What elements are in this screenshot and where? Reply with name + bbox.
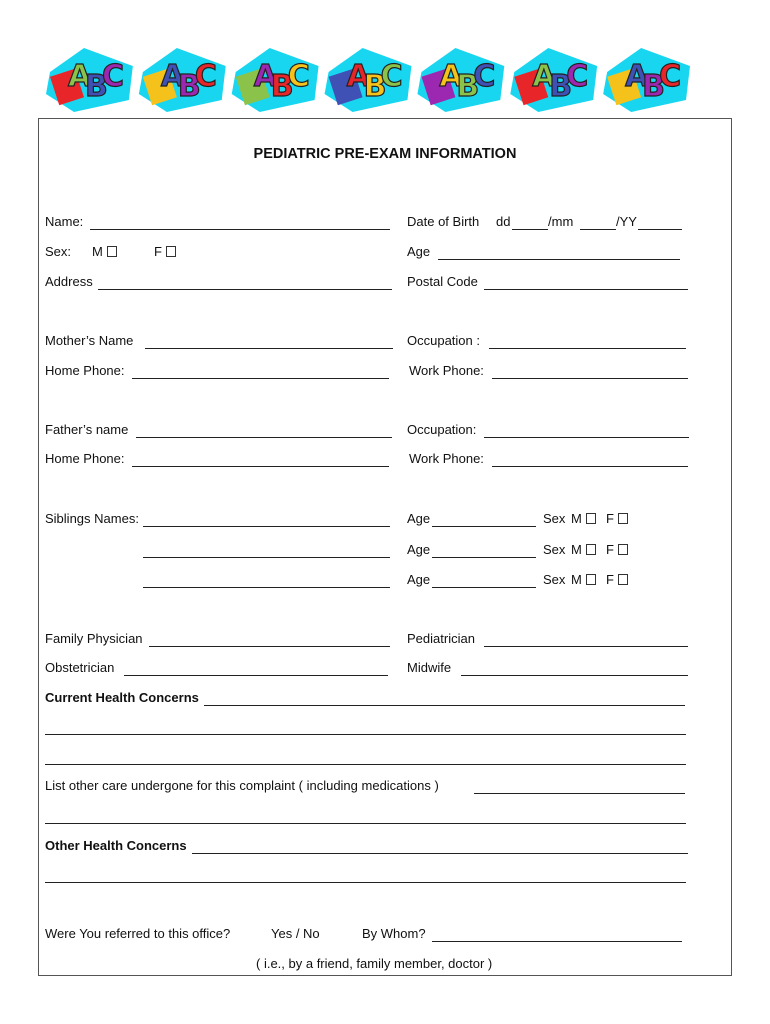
dob-yy-field[interactable] — [638, 229, 682, 230]
sex-f-checkbox[interactable] — [166, 246, 176, 257]
obstetrician-label: Obstetrician — [45, 660, 115, 675]
father-home-phone-field[interactable] — [132, 466, 389, 467]
mother-home-phone-label: Home Phone: — [45, 363, 125, 378]
sibling-2-f-label: F — [606, 542, 614, 557]
abc-tile-7 — [603, 48, 690, 112]
other-health-label: Other Health Concerns — [45, 838, 187, 853]
sibling-2-age-label: Age — [407, 542, 431, 557]
pediatrician-field[interactable] — [484, 646, 688, 647]
abc-tile-4 — [325, 48, 412, 112]
dob-label: Date of Birth — [407, 214, 480, 229]
address-label: Address — [45, 274, 93, 289]
father-work-phone-field[interactable] — [492, 466, 688, 467]
sibling-1-sex-label: Sex — [543, 511, 566, 526]
postal-code-label: Postal Code — [407, 274, 478, 289]
midwife-label: Midwife — [407, 660, 452, 675]
svg-text:B: B — [85, 69, 108, 104]
mother-occupation-field[interactable] — [489, 348, 686, 349]
sibling-2-name-field[interactable] — [143, 557, 390, 558]
father-occupation-label: Occupation: — [407, 422, 477, 437]
sibling-2-f-checkbox[interactable] — [618, 544, 628, 555]
other-care-field-1[interactable] — [474, 793, 685, 794]
sibling-3-sex-m[interactable] — [571, 572, 596, 587]
svg-text:A: A — [253, 59, 277, 94]
sibling-1-name-field[interactable] — [143, 526, 390, 527]
abc-tile-1 — [46, 48, 133, 112]
svg-text:B: B — [642, 69, 666, 104]
svg-text:A: A — [532, 59, 556, 94]
svg-text:B: B — [177, 69, 201, 104]
referred-yes-no-option[interactable]: Yes / No — [271, 926, 320, 941]
other-health-field-1[interactable] — [192, 853, 688, 854]
sibling-3-f-label: F — [606, 572, 614, 587]
name-label: Name: — [45, 214, 84, 229]
abc-tile-3 — [232, 48, 319, 112]
siblings-label: Siblings Names: — [45, 511, 139, 526]
sibling-1-sex-m[interactable] — [571, 511, 596, 526]
sibling-2-m-checkbox[interactable] — [586, 544, 596, 555]
pediatrician-label: Pediatrician — [407, 631, 475, 646]
sibling-2-age-field[interactable] — [432, 557, 536, 558]
father-work-phone-label: Work Phone: — [409, 451, 484, 466]
referral-examples-note: ( i.e., by a friend, family member, doctor ) — [256, 956, 493, 971]
dob-yy-label: /YY — [616, 214, 637, 229]
name-field[interactable] — [90, 229, 390, 230]
sibling-3-m-label: M — [571, 572, 582, 587]
sibling-1-m-checkbox[interactable] — [586, 513, 596, 524]
abc-tile-6 — [510, 48, 597, 112]
sibling-3-name-field[interactable] — [143, 587, 390, 588]
sibling-3-sex-label: Sex — [543, 572, 566, 587]
mother-work-phone-label: Work Phone: — [409, 363, 484, 378]
referred-label: Were You referred to this office? — [45, 926, 231, 941]
address-field[interactable] — [98, 289, 392, 290]
svg-text:C: C — [566, 59, 589, 94]
svg-text:A: A — [68, 59, 92, 94]
sibling-3-age-label: Age — [407, 572, 431, 587]
sibling-2-sex-label: Sex — [543, 542, 566, 557]
svg-text:C: C — [380, 59, 403, 94]
sibling-3-f-checkbox[interactable] — [618, 574, 628, 585]
by-whom-label: By Whom? — [362, 926, 426, 941]
mother-name-field[interactable] — [145, 348, 393, 349]
abc-tile-5 — [417, 48, 504, 112]
svg-text:B: B — [363, 69, 387, 104]
sibling-3-age-field[interactable] — [432, 587, 536, 588]
father-name-label: Father’s name — [45, 422, 129, 437]
father-name-field[interactable] — [136, 437, 392, 438]
sibling-1-f-checkbox[interactable] — [618, 513, 628, 524]
sibling-1-age-field[interactable] — [432, 526, 536, 527]
sibling-2-sex-f[interactable] — [606, 542, 628, 557]
midwife-field[interactable] — [461, 675, 688, 676]
sibling-3-sex-f[interactable] — [606, 572, 628, 587]
sibling-2-sex-m[interactable] — [571, 542, 596, 557]
sibling-1-age-label: Age — [407, 511, 431, 526]
other-health-field-2[interactable] — [45, 882, 686, 883]
dob-mm-field[interactable] — [580, 229, 616, 230]
svg-text:A: A — [439, 59, 463, 94]
mother-home-phone-field[interactable] — [132, 378, 389, 379]
dob-dd-label: dd — [496, 214, 511, 229]
svg-text:A: A — [160, 59, 185, 94]
father-occupation-field[interactable] — [484, 437, 689, 438]
father-home-phone-label: Home Phone: — [45, 451, 125, 466]
svg-text:B: B — [456, 69, 480, 104]
sibling-1-sex-f[interactable] — [606, 511, 628, 526]
svg-text:C: C — [473, 59, 496, 94]
svg-text:C: C — [659, 59, 682, 94]
svg-text:C: C — [102, 59, 125, 94]
other-care-field-2[interactable] — [45, 823, 686, 824]
svg-text:B: B — [270, 69, 294, 104]
age-label: Age — [407, 244, 431, 259]
postal-code-field[interactable] — [484, 289, 688, 290]
current-health-label: Current Health Concerns — [45, 690, 199, 705]
mother-work-phone-field[interactable] — [492, 378, 688, 379]
sibling-3-m-checkbox[interactable] — [586, 574, 596, 585]
sibling-1-m-label: M — [571, 511, 582, 526]
age-field[interactable] — [438, 259, 680, 260]
sex-f-label: F — [154, 244, 162, 259]
family-physician-field[interactable] — [149, 646, 390, 647]
form-title: PEDIATRIC PRE-EXAM INFORMATION — [253, 146, 517, 162]
mother-occupation-label: Occupation : — [407, 333, 480, 348]
mother-name-label: Mother’s Name — [45, 333, 134, 348]
current-health-field-1[interactable] — [204, 705, 685, 706]
family-physician-label: Family Physician — [45, 631, 143, 646]
other-care-label: List other care undergone for this complaint ( including medications ) — [45, 778, 439, 793]
abc-tile-2 — [139, 48, 226, 112]
dob-mm-label: /mm — [548, 214, 574, 229]
sex-m-option[interactable] — [92, 244, 117, 259]
current-health-field-3[interactable] — [45, 764, 686, 765]
sex-f-option[interactable] — [154, 244, 176, 259]
dob-dd-field[interactable] — [512, 229, 548, 230]
obstetrician-field[interactable] — [124, 675, 388, 676]
sex-label: Sex: — [45, 244, 72, 259]
svg-text:C: C — [287, 59, 310, 94]
svg-text:A: A — [346, 59, 370, 94]
svg-text:C: C — [194, 59, 217, 94]
sex-m-label: M — [92, 244, 103, 259]
sibling-2-m-label: M — [571, 542, 582, 557]
sibling-1-f-label: F — [606, 511, 614, 526]
current-health-field-2[interactable] — [45, 734, 686, 735]
by-whom-field[interactable] — [432, 941, 682, 942]
svg-text:B: B — [549, 69, 573, 104]
abc-banner-image — [44, 42, 694, 116]
sex-m-checkbox[interactable] — [107, 246, 117, 257]
svg-text:A: A — [625, 59, 649, 94]
